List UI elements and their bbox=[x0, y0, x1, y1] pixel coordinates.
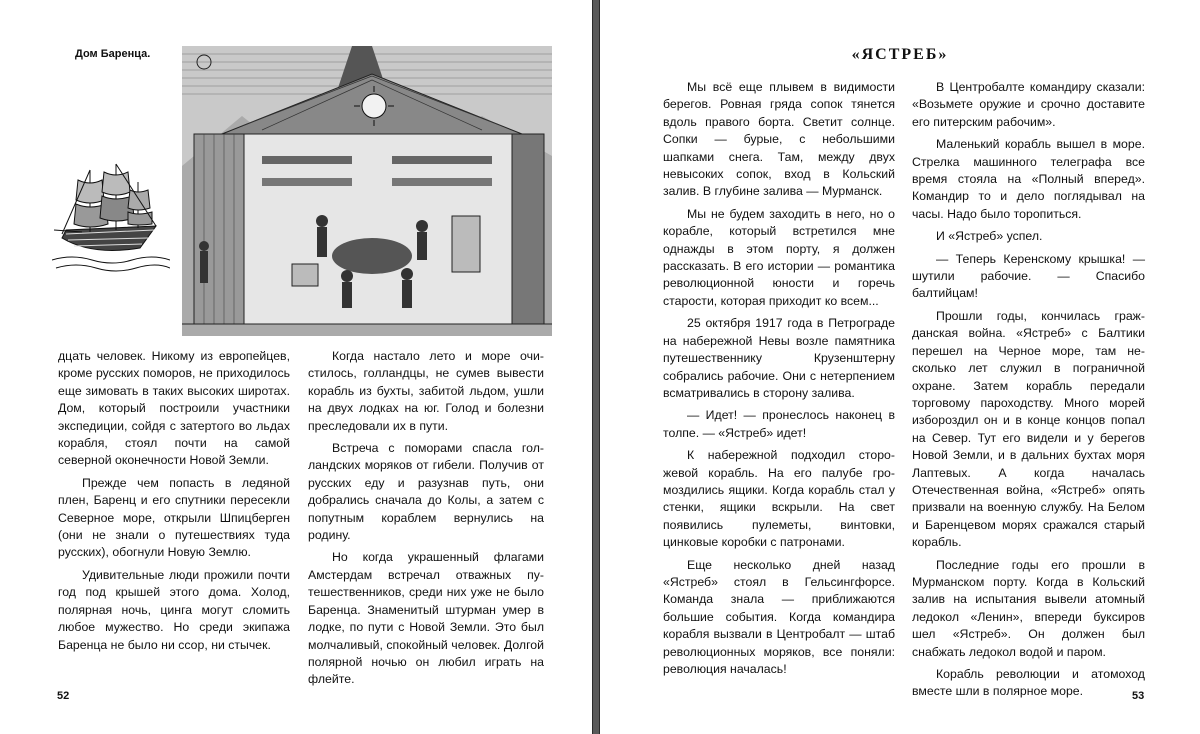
paragraph: Когда настало лето и море очистилось, голландцы, не сумев вывести корабль из бухты, забитой льдом, ушли на двух лодках на юг. Голод и болезни преследовали их в пути. bbox=[308, 349, 544, 433]
right-page bbox=[600, 0, 1200, 734]
paragraph: Последние годы его прошли в Мурманском порту. Когда в Кольский залив на испытания вывели атомный ледокол «Ленин», впереди буксиров шел «Ястреб». Он должен был снабжать ледокол водой и паром. bbox=[912, 557, 1145, 659]
paragraph: Еще несколько дней назад «Ястреб» стоял в Гельсингфорсе. Команда знала — приближаются большие события. Когда командира корабля вызвали в Центробалт — штаб революционных моряков, все поняли: революция началась! bbox=[663, 557, 895, 676]
barents-house-engraving bbox=[182, 46, 552, 336]
page-number-right: 53 bbox=[1132, 690, 1145, 702]
paragraph: — Теперь Керенскому крышка! — шутили рабочие. — Спасибо балтийцам! bbox=[912, 251, 1145, 301]
paragraph: Корабль революции и атомоход вместе шли в полярное море. bbox=[912, 667, 1145, 699]
left-page-column-2 bbox=[308, 348, 544, 694]
paragraph: Прежде чем попасть в ледяной плен, Баренц и его спутники пересекли Северное море, открыли Шпицберген (они не знали о путешествиях туда русских), обогнули Новую Землю. bbox=[58, 475, 290, 560]
paragraph: И «Ястреб» успел. bbox=[936, 229, 1043, 244]
page-number-left: 52 bbox=[57, 690, 70, 702]
paragraph: Прошли годы, кончилась гражданская война. «Ястреб» с Балтики перешел на Черное море, там несколько лет служил в пограничной охране. Затем корабль передали торговому пароходству. Много морей избороздил он и в конце концов попал на Север. Тут его видели и у берегов Новой Земли, и в дальних бухтах моря Лаптевых. А когда началась Отечественная война, «Ястреб» опять призвали на военную службу. На Белом и Баренцевом морях сражался старый корабль. bbox=[912, 308, 1145, 550]
paragraph: В Центробалте командиру сказали: «Возьмете оружие и срочно доставите его питерским рабочим». bbox=[912, 80, 1145, 129]
sailing-ship-illustration bbox=[52, 160, 170, 275]
left-page bbox=[0, 0, 592, 734]
paragraph: К набережной подходил сторожевой корабль. На его палубе громоздились ящики. Когда корабль стал у стенки, ящики вскрыли. На свет появились пулеметы, винтовки, цинковые коробки с патронами. bbox=[663, 448, 895, 550]
right-page-column-1 bbox=[663, 79, 895, 683]
illustration-caption: Дом Баренца. bbox=[75, 48, 151, 60]
paragraph: Но когда украшенный флагами Амстердам встречал отважных путешественников, среди них уже не было Баренца. Знаменитый штурман умер в лодке, по пути с Новой Земли. Это был молчаливый, спокойный человек. Долгой полярной ночью он любил играть на флейте. bbox=[308, 550, 544, 687]
left-page-column-1 bbox=[58, 348, 290, 659]
paragraph: — Идет! — пронеслось наконец в толпе. — «Ястреб» идет! bbox=[663, 408, 895, 440]
paragraph: дцать человек. Никому из европейцев, кроме русских поморов, не приходилось еще зимовать в таких высоких широтах. Дом, который построили участники экспедиции, сойдя с затертого во льдах корабля, стоял почти на самой северной оконечности Новой Земли. bbox=[58, 349, 290, 468]
book-gutter bbox=[592, 0, 600, 734]
right-page-column-2 bbox=[912, 79, 1145, 706]
paragraph: Мы не будем заходить в него, но о корабле, который встретился мне однажды в этом порту, я должен рассказать. В его истории — романтика революционной юности и горечь старости, которая приходит ко всем... bbox=[663, 206, 895, 308]
paragraph: Мы всё еще плывем в видимости берегов. Ровная гряда сопок тянется вдоль правого борта. Светит солнце. Сопки — бурые, с небольшими шапками снега. Там, между двух невысоких сопок, вход в Кольский залив. В глубине залива — Мурманск. bbox=[663, 80, 895, 199]
paragraph: Удивительные люди прожили почти год под крышей этого дома. Холод, полярная ночь, цинга могут сломить любое мужество. Но среди экипажа Баренца не было ни ссор, ни стычек. bbox=[58, 567, 290, 652]
paragraph: Маленький корабль вышел в море. Стрелка машинного телеграфа все время стояла на «Полный вперед». Командир то и дело поглядывал на часы. Надо было торопиться. bbox=[912, 137, 1145, 221]
paragraph: 25 октября 1917 года в Петрограде на набережной Невы возле памятника путешественнику Крузенштерну собрались рабочие. Они с нетерпением всматривались в сторону залива. bbox=[663, 316, 895, 400]
chapter-title: «ЯСТРЕБ» bbox=[851, 46, 949, 63]
paragraph: Встреча с поморами спасла голландских моряков от гибели. Получив от русских еду и разузнав путь, они добрались сначала до Колы, а затем с попутным кораблем вернулись на родину. bbox=[308, 441, 544, 543]
